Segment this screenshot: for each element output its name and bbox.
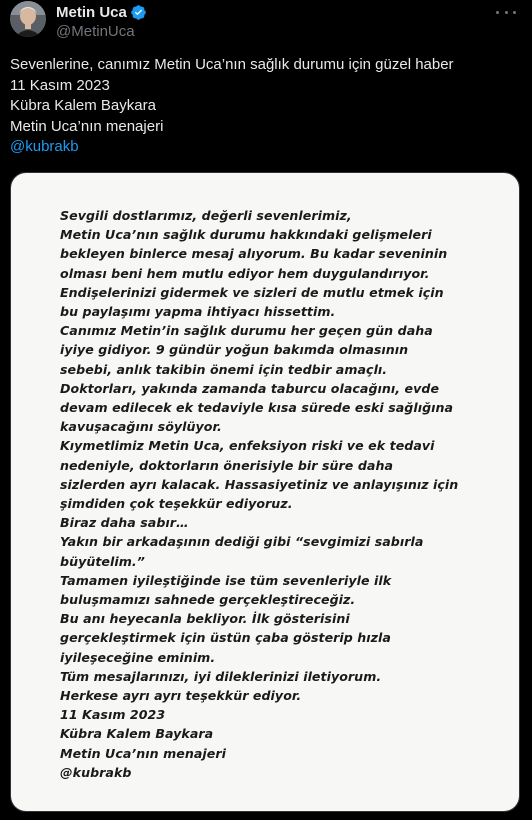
letter-line: Doktorları, yakında zamanda taburcu olacağını, evde: [60, 380, 440, 396]
letter-line: Metin Uca’nın sağlık durumu hakkındaki gelişmeleri: [60, 227, 432, 243]
letter-line: Tüm mesajlarınızı, iyi dileklerinizi iletiyorum.: [60, 668, 382, 684]
letter-line: buluşmamızı sahnede gerçekleştireceğiz.: [60, 592, 356, 608]
letter-line: Canımız Metin’in sağlık durumu her geçen gün daha: [60, 323, 433, 339]
tweet-header: [56, 2, 147, 40]
avatar[interactable]: [10, 1, 46, 37]
letter-line: bekleyen binlerce mesaj alıyorum. Bu kadar seveninin: [60, 246, 448, 262]
letter-line: gerçekleştirmek için üstün çaba gösterip hızla: [60, 630, 391, 646]
letter-line: iyiye gidiyor. 9 gündür yoğun bakımda olmasının: [60, 342, 409, 358]
letter-line: olması beni hem mutlu ediyor hem duygulandırıyor.: [60, 265, 430, 281]
letter-line: sizlerden ayrı kalacak. Hassasiyetiniz ve anlayışınız için: [60, 476, 459, 492]
letter-line: Herkese ayrı ayrı teşekkür ediyor.: [60, 688, 302, 704]
letter-line: şimdiden çok teşekkür ediyoruz.: [60, 496, 293, 512]
letter-line: Biraz daha sabır…: [60, 515, 189, 531]
letter-line: Bu anı heyecanla bekliyor. İlk gösterisini: [60, 611, 350, 627]
letter-line: Sevgili dostlarımız, değerli sevenlerimiz,: [60, 208, 352, 223]
more-horizontal-icon[interactable]: [496, 4, 516, 20]
tweet-line: Sevenlerine, canımız Metin Uca’nın sağlık durumu için güzel haber: [10, 56, 454, 73]
letter-line: @kubrakb: [60, 764, 132, 780]
letter-line: Tamamen iyileştiğinde ise tüm sevenleriyle ilk: [60, 572, 392, 588]
media-image[interactable]: [11, 173, 519, 811]
letter-line: Kübra Kalem Baykara: [60, 726, 214, 742]
letter-line: sebebi, anlık takibin önemi için tedbir amaçlı.: [60, 361, 388, 377]
letter-line: devam edilecek ek tedaviyle kısa sürede eski sağlığına: [60, 400, 454, 416]
verified-badge-icon: [130, 4, 147, 21]
letter-line: bu paylaşımı yapma ihtiyacı hissettim.: [60, 304, 336, 320]
letter-text: [60, 206, 500, 782]
letter-line: nedeniyle, doktorların önerisiyle bir süre daha: [60, 457, 394, 473]
letter-line: 11 Kasım 2023: [60, 707, 166, 723]
author-display-name[interactable]: Metin Uca: [56, 3, 127, 21]
letter-line: büyütelim.”: [60, 553, 145, 569]
letter-line: Yakın bir arkadaşının dediği gibi “sevgimizi sabırla: [60, 534, 424, 550]
media-card[interactable]: [10, 172, 520, 812]
letter-line: iyileşeceğine eminim.: [60, 649, 216, 665]
letter-line: Kıymetlimiz Metin Uca, enfeksiyon riski ve ek tedavi: [60, 438, 435, 454]
letter-line: Endişelerinizi gidermek ve sizleri de mutlu etmek için: [60, 284, 444, 300]
letter-line: kavuşacağını söylüyor.: [60, 419, 222, 435]
letter-line: Metin Uca’nın menajeri: [60, 745, 226, 761]
author-handle[interactable]: @MetinUca: [56, 23, 135, 40]
tweet-line: Metin Uca’nın menajeri: [10, 117, 164, 135]
tweet-line: 11 Kasım 2023: [10, 76, 110, 94]
avatar-photo: [10, 1, 46, 37]
tweet-line: Kübra Kalem Baykara: [10, 97, 156, 114]
tweet-text: [10, 55, 520, 158]
mention-link[interactable]: @kubrakb: [10, 138, 79, 155]
